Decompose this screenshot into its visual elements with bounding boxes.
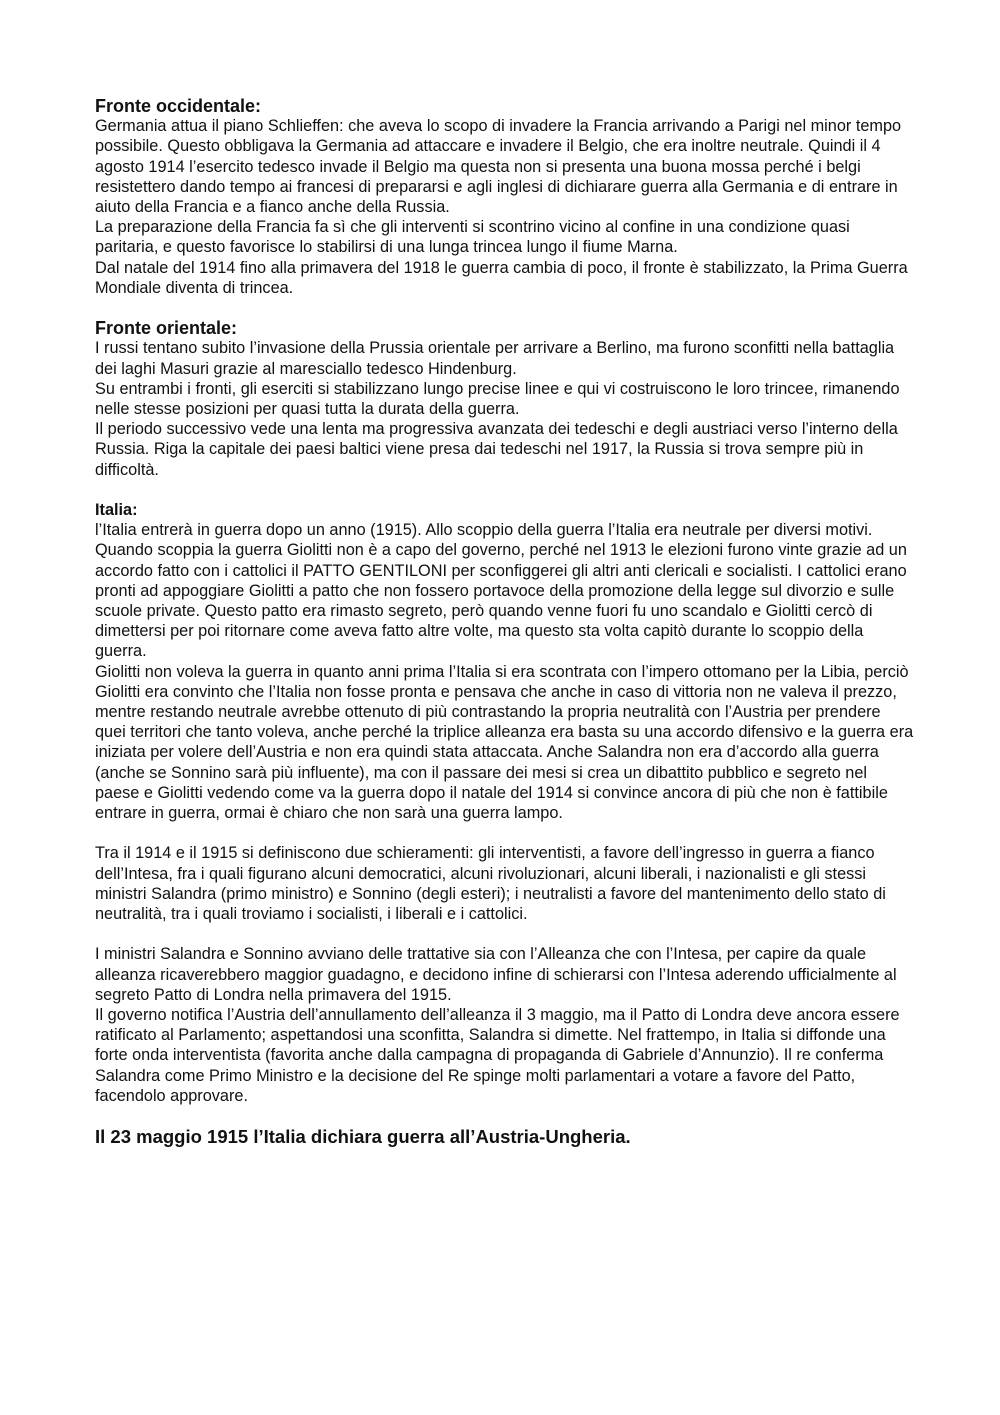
paragraph-trattative: Il governo notifica l’Austria dell’annullamento dell’alleanza il 3 maggio, ma il Patto di Londra deve ancora essere ratificato al Parlamento; aspettandosi una sconfitta, Salandra si dimette. Nel frattempo, in Italia si diffonde una forte onda interventista (favorita anche dalla campagna di propaganda di Gabriele d’Annunzio). Il re conferma Salandra come Primo Ministro e la decisione del Re spinge molti parlamentari a votare a favore del Patto, facendolo approvare. [95, 1006, 900, 1105]
paragraph: Dal natale del 1914 fino alla primavera del 1918 le guerra cambia di poco, il fronte è stabilizzato, la Prima Guerra Mondiale diventa di trincea. [95, 258, 908, 297]
spacer [95, 480, 915, 500]
heading-fronte-orientale: Fronte orientale: [95, 318, 238, 339]
document-page [95, 96, 915, 1148]
paragraph: Germania attua il piano Schlieffen: che aveva lo scopo di invadere la Francia arrivando a Parigi nel minor tempo possibile. Questo obbligava la Germania ad attaccare e invadere il Belgio, che era inoltre neutrale. Quindi il 4 agosto 1914 l’esercito tedesco invade il Belgio ma questa non si presenta una buona mossa perché i belgi resistettero dando tempo ai francesi di prepararsi e agli inglesi di dichiarare guerra alla Germania e di entrare in aiuto della Francia e a fianco anche della Russia. [95, 117, 902, 217]
spacer [95, 924, 915, 944]
paragraph: Il periodo successivo vede una lenta ma progressiva avanzata dei tedeschi e degli austriaci verso l’interno della Russia. Riga la capitale dei paesi baltici viene presa dai tedeschi nel 1917, la Russia si trova sempre più in difficoltà. [95, 420, 898, 479]
paragraph-trattative: I ministri Salandra e Sonnino avviano delle trattative sia con l’Alleanza che con l’Intesa, per capire da quale alleanza ricaverebbero maggior guadagno, e decidono infine di schierarsi con l’Intesa aderendo ufficialmente al segreto Patto di Londra nella primavera del 1915. [95, 945, 897, 1004]
conclusion-heading: Il 23 maggio 1915 l’Italia dichiara guerra all’Austria-Ungheria. [95, 1126, 631, 1148]
spacer [95, 823, 915, 843]
spacer [95, 1106, 915, 1126]
heading-italia: Italia: [95, 501, 138, 520]
paragraph: La preparazione della Francia fa sì che gli interventi si scontrino vicino al confine in una condizione quasi paritaria, e questo favorisce lo stabilirsi di una lunga trincea lungo il fiume Marna. [95, 218, 850, 257]
heading-fronte-occidentale: Fronte occidentale: [95, 96, 262, 116]
paragraph: Giolitti non voleva la guerra in quanto anni prima l’Italia si era scontrata con l’impero ottomano per la Libia, perciò Giolitti era convinto che l’Italia non fosse pronta e pensava che anche in caso di vittoria non ne valeva il prezzo, mentre restando neutrale avrebbe ottenuto di più contrastando la propria neutralità con l’Austria per prendere quei territori che tanto voleva, anche perché la triplice alleanza era basta su una accordo difensivo e la guerra era iniziata per volere dell’Austria e non era quindi stata attaccata. Anche Salandra non era d’accordo alla guerra (anche se Sonnino sarà più influente), ma con il passare dei mesi si crea un dibattito pubblico e segreto nel paese e Giolitti vedendo come va la guerra dopo il natale del 1914 si convince ancora di più che non è fattibile entrare in guerra, ormai è chiaro che non sarà una guerra lampo. [95, 662, 914, 823]
paragraph: l’Italia entrerà in guerra dopo un anno (1915). Allo scoppio della guerra l’Italia era neutrale per diversi motivi. Quando scoppia la guerra Giolitti non è a capo del governo, perché nel 1913 le elezioni furono vinte grazie ad un accordo fatto con i cattolici il PATTO GENTILONI per sconfiggerei gli altri anti clericali e socialisti. I cattolici erano pronti ad appoggiare Giolitti a patto che non fossero portavoce della promozione della legge sul divorzio e sulle scuole private. Questo patto era rimasto segreto, però quando venne fuori fu uno scandalo e Giolitti cercò di dimettersi per poi ritornare come aveva fatto altre volte, ma questo sta volta capitò durante lo scoppio della guerra. [95, 521, 907, 661]
spacer [95, 298, 915, 318]
paragraph-schieramenti: Tra il 1914 e il 1915 si definiscono due schieramenti: gli interventisti, a favore dell’ingresso in guerra a fianco dell’Intesa, fra i quali figurano alcuni democratici, alcuni rivoluzionari, alcuni liberali, i nazionalisti e gli stessi ministri Salandra (primo ministro) e Sonnino (degli esteri); i neutralisti a favore del mantenimento dello stato di neutralità, tra i quali troviamo i socialisti, i liberali e i cattolici. [95, 844, 886, 924]
paragraph: I russi tentano subito l’invasione della Prussia orientale per arrivare a Berlino, ma furono sconfitti nella battaglia dei laghi Masuri grazie al maresciallo tedesco Hindenburg. [95, 339, 895, 378]
paragraph: Su entrambi i fronti, gli eserciti si stabilizzano lungo precise linee e qui vi costruiscono le loro trincee, rimanendo nelle stesse posizioni per quasi tutta la durata della guerra. [95, 379, 900, 419]
